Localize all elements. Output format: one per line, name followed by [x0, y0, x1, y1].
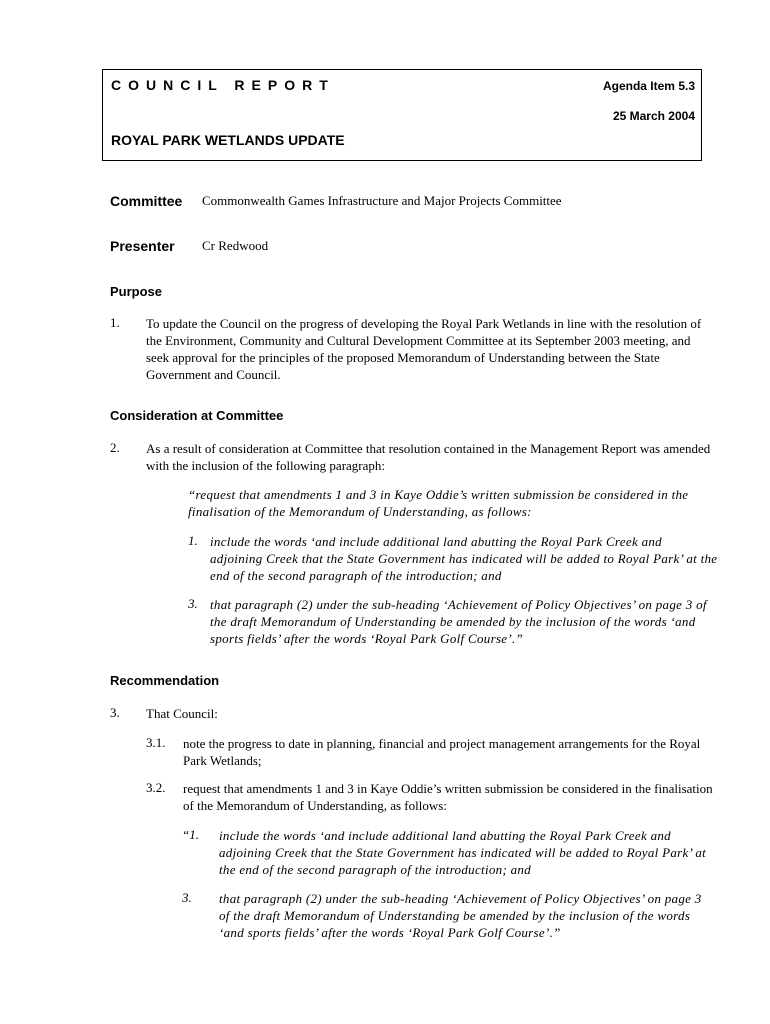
consideration-item-number: 1.: [188, 533, 198, 548]
recommendation-quote-text: include the words ‘and include additional land abutting the Royal Park Creek and adjoining Creek that the State Government has indicated will be added to Royal Park’ at the end of the second paragraph of the introduction; and: [219, 828, 707, 877]
recommendation-quote-number: “1.: [182, 827, 199, 842]
consideration-heading: Consideration at Committee: [110, 408, 284, 423]
consideration-item-number: 3.: [188, 596, 198, 611]
recommendation-sub-number: 3.1.: [146, 735, 166, 750]
consideration-item-text: that paragraph (2) under the sub-heading ‘Achievement of Policy Objectives’ on page 3 of the draft Memorandum of Understanding be amended by the inclusion of the words ‘and sports fields’ after the words ‘Royal Park Golf Course’.”: [210, 597, 707, 646]
recommendation-heading: Recommendation: [110, 673, 220, 688]
consideration-number: 2.: [110, 440, 120, 455]
presenter-value: Cr Redwood: [202, 238, 269, 253]
recommendation-sub-text: request that amendments 1 and 3 in Kaye Oddie’s written submission be considered in the finalisation of the Memorandum of Understanding, as follows:: [183, 781, 713, 813]
report-label: COUNCIL REPORT: [111, 77, 335, 93]
purpose-number: 1.: [110, 315, 120, 330]
committee-value: Commonwealth Games Infrastructure and Major Projects Committee: [202, 193, 562, 208]
consideration-text: As a result of consideration at Committee that resolution contained in the Management Report was amended with the inclusion of the following paragraph:: [146, 441, 711, 473]
committee-label: Committee: [110, 193, 183, 209]
purpose-heading: Purpose: [110, 284, 163, 299]
report-date: 25 March 2004: [612, 109, 695, 123]
purpose-text: To update the Council on the progress of developing the Royal Park Wetlands in line with the resolution of the Environment, Community and Cultural Development Committee at its September 2003 meeting, and seek approval for the principles of the proposed Memorandum of Understanding between the State Government and Council.: [146, 316, 702, 382]
recommendation-quote-number: 3.: [182, 890, 192, 905]
recommendation-text: That Council:: [146, 706, 218, 721]
consideration-quote-intro: “request that amendments 1 and 3 in Kaye Oddie’s written submission be considered in the finalisation of the Memorandum of Understanding, as follows:: [188, 487, 689, 519]
report-title: ROYAL PARK WETLANDS UPDATE: [111, 132, 345, 148]
recommendation-quote-text: that paragraph (2) under the sub-heading ‘Achievement of Policy Objectives’ on page 3 of the draft Memorandum of Understanding be amended by the inclusion of the words ‘and sports fields’ after the words ‘Royal Park Golf Course’.”: [219, 891, 702, 940]
consideration-item-text: include the words ‘and include additional land abutting the Royal Park Creek and adjoining Creek that the State Government has indicated will be added to Royal Park’ at the end of the second paragraph of the introduction; and: [210, 534, 718, 583]
recommendation-sub-text: note the progress to date in planning, financial and project management arrangements for the Royal Park Wetlands;: [183, 736, 701, 768]
recommendation-sub-number: 3.2.: [146, 780, 166, 795]
report-header: [102, 69, 702, 161]
agenda-item: Agenda Item 5.3: [602, 79, 695, 93]
recommendation-number: 3.: [110, 705, 120, 720]
presenter-label: Presenter: [110, 238, 175, 254]
